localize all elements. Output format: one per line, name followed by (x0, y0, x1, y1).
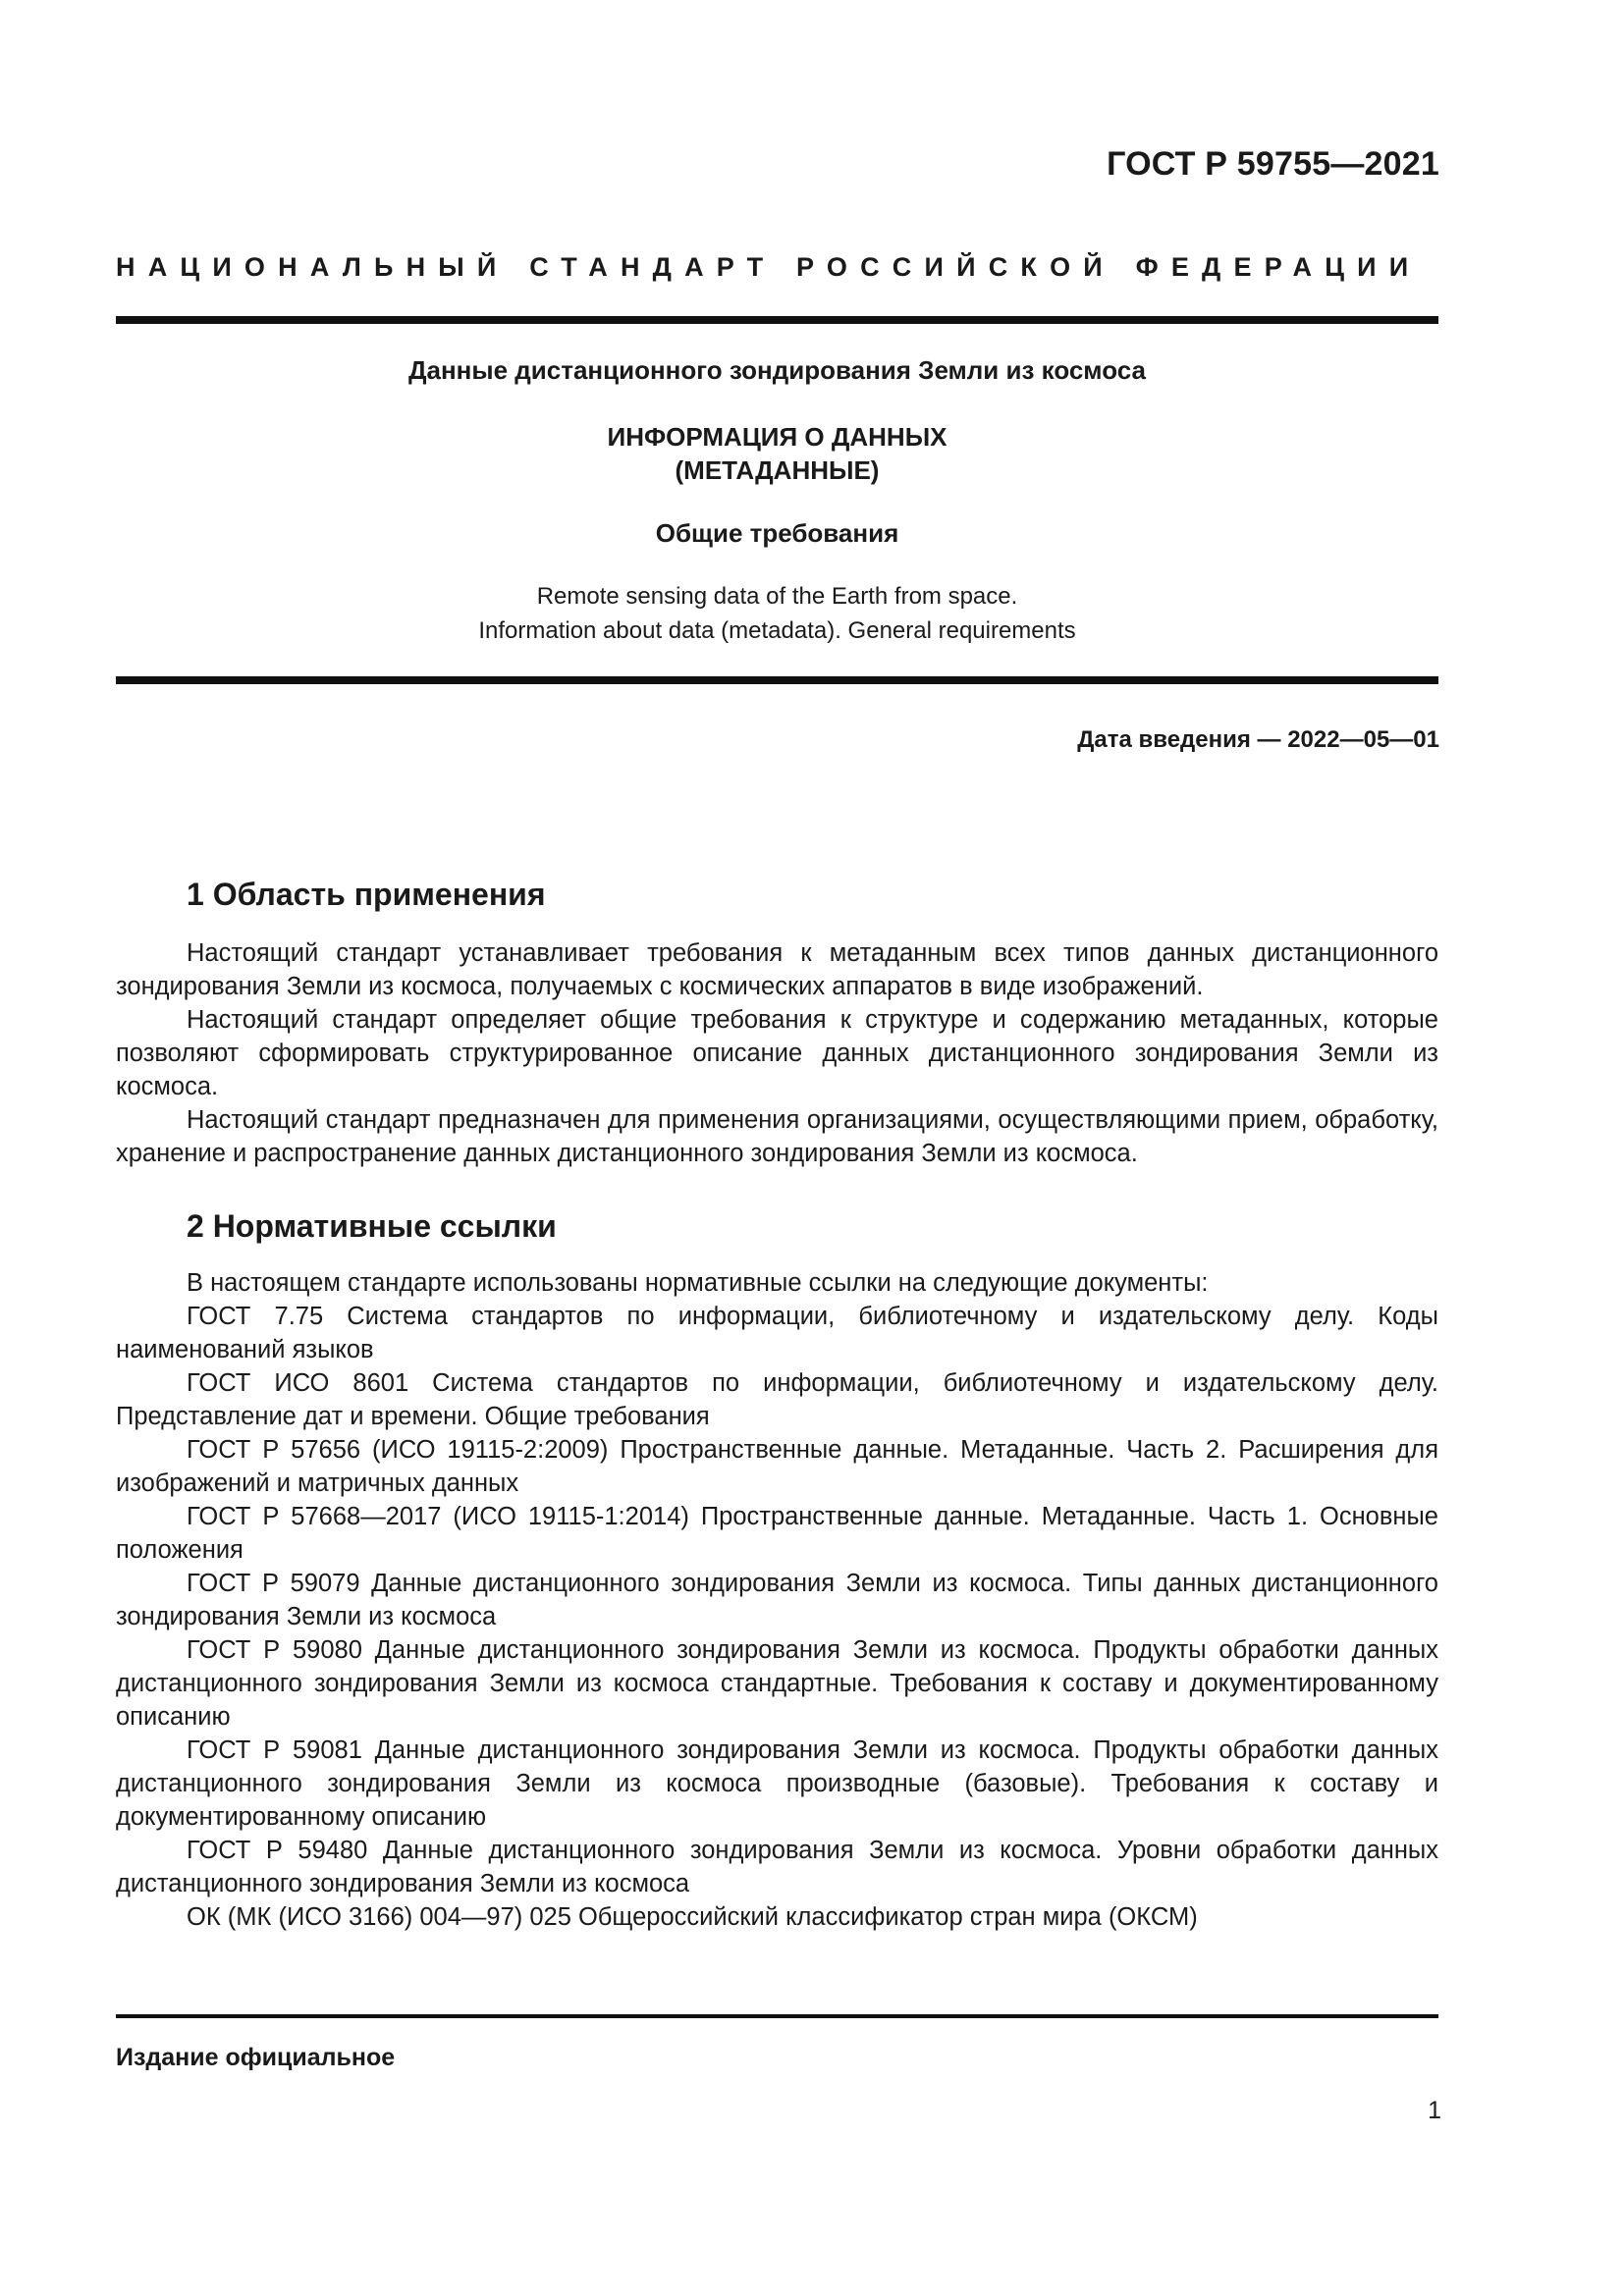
reference-item: ГОСТ Р 59080 Данные дистанционного зондирования Земли из космоса. Продукты обработки данных дистанционного зондирования Земли из космоса стандартные. Требования к составу и документированному описанию (116, 1636, 1438, 1731)
document-code: ГОСТ Р 59755—2021 (1107, 145, 1439, 183)
introduction-date: Дата введения — 2022—05—01 (1077, 726, 1439, 753)
series-title: Данные дистанционного зондирования Земли из космоса (408, 355, 1146, 385)
page-number: 1 (1428, 2097, 1441, 2124)
paragraph: Настоящий стандарт устанавливает требования к метаданным всех типов данных дистанционного зондирования Земли из космоса, получаемых с космических аппаратов в виде изображений. (116, 939, 1438, 1000)
english-title (116, 579, 1438, 648)
english-title-line-1: Remote sensing data of the Earth from space. (536, 583, 1018, 610)
paragraph: Настоящий стандарт предназначен для применения организациями, осуществляющими прием, обработку, хранение и распространение данных дистанционного зондирования Земли из космоса. (116, 1106, 1438, 1167)
reference-item: ОК (МК (ИСО 3166) 004—97) 025 Общероссийский классификатор стран мира (ОКСМ) (187, 1903, 1198, 1931)
footer-divider (116, 2014, 1438, 2018)
reference-item: ГОСТ Р 59081 Данные дистанционного зондирования Земли из космоса. Продукты обработки данных дистанционного зондирования Земли из космоса производные (базовые). Требования к составу и документированному описанию (116, 1736, 1438, 1831)
main-title (116, 420, 1438, 487)
paragraph: Настоящий стандарт определяет общие требования к структуре и содержанию метаданных, которые позволяют сформировать структурированное описание данных дистанционного зондирования Земли из космоса. (116, 1006, 1438, 1100)
section-1-body (116, 936, 1438, 1170)
reference-item: ГОСТ 7.75 Система стандартов по информации, библиотечному и издательскому делу. Коды наименований языков (116, 1303, 1438, 1363)
official-edition-label: Издание официальное (116, 2044, 396, 2071)
main-title-line-1: ИНФОРМАЦИЯ О ДАННЫХ (607, 422, 947, 452)
title-divider (116, 676, 1438, 684)
top-divider (116, 316, 1438, 324)
reference-item: ГОСТ Р 59480 Данные дистанционного зондирования Земли из космоса. Уровни обработки данных дистанционного зондирования Земли из космоса (116, 1837, 1438, 1897)
reference-item: ГОСТ ИСО 8601 Система стандартов по информации, библиотечному и издательскому делу. Представление дат и времени. Общие требования (116, 1369, 1438, 1430)
reference-item: ГОСТ Р 57668—2017 (ИСО 19115-1:2014) Пространственные данные. Метаданные. Часть 1. Основные положения (116, 1503, 1438, 1564)
national-standard-banner: НАЦИОНАЛЬНЫЙ СТАНДАРТ РОССИЙСКОЙ ФЕДЕРАЦИИ (116, 252, 1422, 282)
main-title-line-2: (МЕТАДАННЫЕ) (675, 455, 880, 485)
reference-item: ГОСТ Р 57656 (ИСО 19115-2:2009) Пространственные данные. Метаданные. Часть 2. Расширения для изображений и матричных данных (116, 1436, 1438, 1497)
subtitle: Общие требования (655, 518, 899, 548)
section-2-body (116, 1266, 1438, 1934)
section-1-heading: 1 Область применения (187, 877, 546, 912)
section-2-heading: 2 Нормативные ссылки (187, 1208, 557, 1244)
english-title-line-2: Information about data (metadata). General requirements (478, 617, 1076, 644)
paragraph: В настоящем стандарте использованы нормативные ссылки на следующие документы: (187, 1269, 1209, 1297)
reference-item: ГОСТ Р 59079 Данные дистанционного зондирования Земли из космоса. Типы данных дистанционного зондирования Земли из космоса (116, 1570, 1438, 1630)
